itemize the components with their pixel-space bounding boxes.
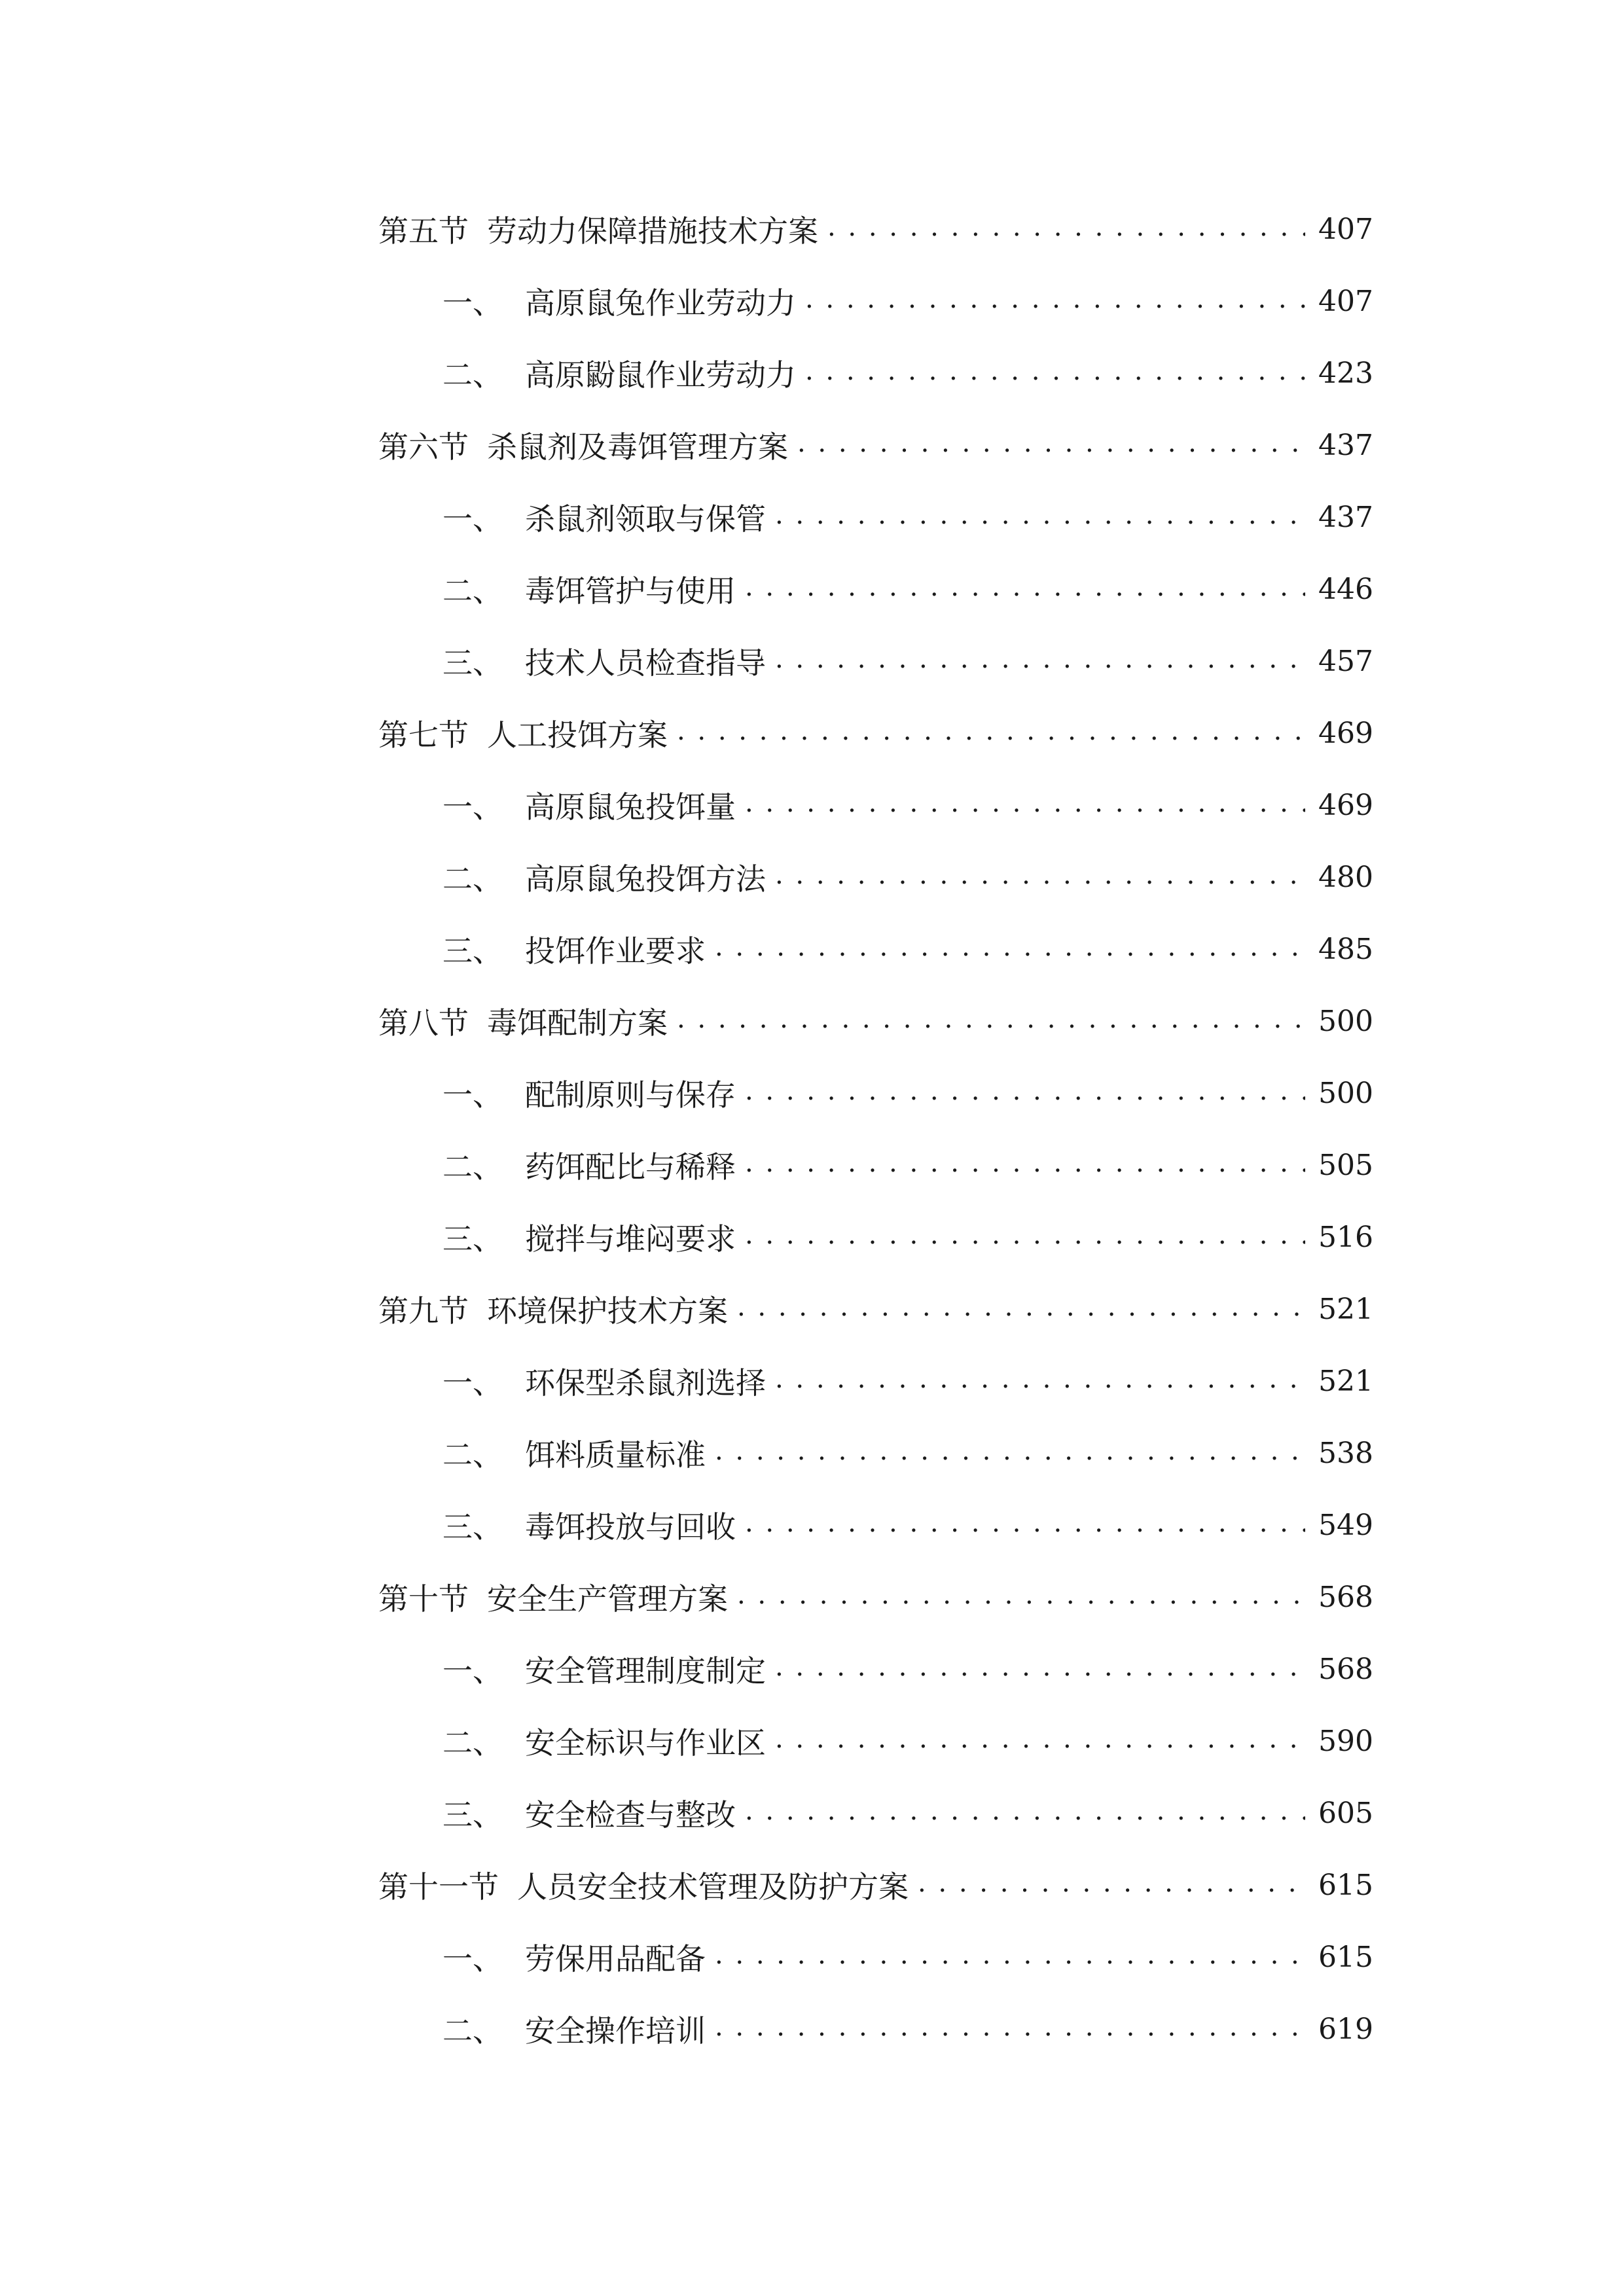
toc-title: 饵料质量标准	[525, 1437, 706, 1473]
toc-marker: 三、	[442, 933, 503, 969]
dot-leader	[745, 1150, 1305, 1180]
toc-entry-subsection[interactable]	[378, 265, 1373, 337]
dot-leader	[737, 1582, 1305, 1612]
dot-leader	[745, 790, 1305, 820]
toc-marker: 第九节	[378, 1293, 469, 1329]
toc-entry-subsection[interactable]	[378, 1201, 1373, 1273]
toc-marker: 二、	[442, 357, 503, 393]
toc-marker: 第十一节	[378, 1869, 499, 1905]
toc-marker: 一、	[442, 789, 503, 825]
toc-page-number: 407	[1318, 284, 1373, 318]
toc-title: 环境保护技术方案	[487, 1293, 728, 1329]
toc-marker: 二、	[442, 573, 503, 609]
toc-entry-section[interactable]	[378, 985, 1373, 1057]
dot-leader	[677, 1006, 1305, 1036]
toc-page-number: 485	[1318, 932, 1373, 966]
toc-page-number: 407	[1318, 212, 1373, 246]
toc-entry-subsection[interactable]	[378, 1921, 1373, 1993]
toc-title: 毒饵管护与使用	[525, 573, 736, 609]
dot-leader	[827, 214, 1305, 244]
toc-entry-subsection[interactable]	[378, 1993, 1373, 2065]
toc-marker: 三、	[442, 645, 503, 681]
toc-page-number: 480	[1318, 860, 1373, 894]
dot-leader	[775, 1726, 1305, 1756]
toc-marker: 二、	[442, 1149, 503, 1185]
dot-leader	[677, 718, 1305, 748]
toc-page-number: 568	[1318, 1580, 1373, 1614]
dot-leader	[745, 1510, 1305, 1540]
toc-entry-subsection[interactable]	[378, 1705, 1373, 1777]
toc-page-number: 505	[1318, 1148, 1373, 1182]
toc-title: 环保型杀鼠剂选择	[525, 1365, 766, 1401]
toc-entry-subsection[interactable]	[378, 769, 1373, 841]
toc-page-number: 469	[1318, 716, 1373, 750]
toc-page-number: 590	[1318, 1724, 1373, 1758]
toc-entry-subsection[interactable]	[378, 1129, 1373, 1201]
toc-entry-subsection[interactable]	[378, 1489, 1373, 1561]
toc-page-number: 457	[1318, 644, 1373, 678]
toc-page-number: 437	[1318, 428, 1373, 462]
toc-entry-subsection[interactable]	[378, 481, 1373, 553]
toc-entry-section[interactable]	[378, 409, 1373, 481]
toc-title: 技术人员检查指导	[525, 645, 766, 681]
toc-title: 安全标识与作业区	[525, 1725, 766, 1761]
toc-entry-section[interactable]	[378, 697, 1373, 769]
toc-title: 药饵配比与稀释	[525, 1149, 736, 1185]
toc-title: 高原鼠兔投饵量	[525, 789, 736, 825]
toc-title: 配制原则与保存	[525, 1077, 736, 1113]
dot-leader	[805, 358, 1305, 388]
toc-page-number: 521	[1318, 1292, 1373, 1326]
dot-leader	[775, 1654, 1305, 1684]
toc-marker: 二、	[442, 2013, 503, 2049]
toc-page-number: 423	[1318, 356, 1373, 390]
toc-marker: 一、	[442, 1077, 503, 1113]
toc-marker: 一、	[442, 1653, 503, 1689]
toc-title: 高原鼠兔作业劳动力	[525, 285, 796, 321]
toc-page-number: 615	[1318, 1940, 1373, 1974]
toc-title: 安全管理制度制定	[525, 1653, 766, 1689]
dot-leader	[745, 574, 1305, 604]
toc-marker: 第八节	[378, 1005, 469, 1041]
toc-title: 安全生产管理方案	[487, 1581, 728, 1617]
toc-title: 人工投饵方案	[487, 717, 668, 753]
dot-leader	[797, 430, 1305, 460]
toc-page-number: 500	[1318, 1004, 1373, 1038]
toc-entry-subsection[interactable]	[378, 841, 1373, 913]
toc-page-number: 549	[1318, 1508, 1373, 1542]
toc-marker: 第十节	[378, 1581, 469, 1617]
dot-leader	[775, 646, 1305, 676]
toc-entry-subsection[interactable]	[378, 1057, 1373, 1129]
toc-marker: 第六节	[378, 429, 469, 465]
toc-marker: 一、	[442, 501, 503, 537]
dot-leader	[745, 1222, 1305, 1252]
toc-title: 杀鼠剂及毒饵管理方案	[487, 429, 788, 465]
table-of-contents	[378, 193, 1373, 2065]
toc-marker: 一、	[442, 1365, 503, 1401]
toc-entry-section[interactable]	[378, 1561, 1373, 1633]
toc-marker: 一、	[442, 1941, 503, 1977]
toc-page-number: 446	[1318, 572, 1373, 606]
toc-marker: 三、	[442, 1797, 503, 1833]
toc-entry-subsection[interactable]	[378, 1417, 1373, 1489]
toc-marker: 第七节	[378, 717, 469, 753]
dot-leader	[745, 1078, 1305, 1108]
toc-entry-section[interactable]	[378, 1273, 1373, 1345]
toc-title: 安全操作培训	[525, 2013, 706, 2049]
toc-page-number: 615	[1318, 1868, 1373, 1902]
dot-leader	[715, 934, 1305, 964]
toc-title: 搅拌与堆闷要求	[525, 1221, 736, 1257]
toc-page-number: 538	[1318, 1436, 1373, 1470]
toc-entry-subsection[interactable]	[378, 553, 1373, 625]
dot-leader	[775, 502, 1305, 532]
toc-marker: 二、	[442, 1725, 503, 1761]
toc-title: 高原鼠兔投饵方法	[525, 861, 766, 897]
toc-marker: 第五节	[378, 213, 469, 249]
dot-leader	[775, 862, 1305, 892]
toc-page-number: 437	[1318, 500, 1373, 534]
toc-title: 高原鼢鼠作业劳动力	[525, 357, 796, 393]
dot-leader	[775, 1366, 1305, 1396]
toc-marker: 二、	[442, 1437, 503, 1473]
toc-title: 劳动力保障措施技术方案	[487, 213, 818, 249]
toc-entry-subsection[interactable]	[378, 1777, 1373, 1849]
dot-leader	[737, 1294, 1305, 1324]
toc-page-number: 469	[1318, 788, 1373, 822]
toc-page-number: 568	[1318, 1652, 1373, 1686]
toc-page-number: 521	[1318, 1364, 1373, 1398]
dot-leader	[715, 1438, 1305, 1468]
dot-leader	[715, 1942, 1305, 1972]
toc-title: 投饵作业要求	[525, 933, 706, 969]
toc-entry-subsection[interactable]	[378, 913, 1373, 985]
toc-title: 人员安全技术管理及防护方案	[517, 1869, 909, 1905]
dot-leader	[805, 286, 1305, 316]
toc-entry-subsection[interactable]	[378, 625, 1373, 697]
toc-title: 安全检查与整改	[525, 1797, 736, 1833]
toc-entry-section[interactable]	[378, 193, 1373, 265]
toc-page-number: 500	[1318, 1076, 1373, 1110]
dot-leader	[918, 1870, 1305, 1900]
toc-entry-subsection[interactable]	[378, 337, 1373, 409]
toc-title: 毒饵投放与回收	[525, 1509, 736, 1545]
toc-marker: 三、	[442, 1221, 503, 1257]
toc-title: 劳保用品配备	[525, 1941, 706, 1977]
toc-marker: 二、	[442, 861, 503, 897]
toc-marker: 三、	[442, 1509, 503, 1545]
dot-leader	[715, 2014, 1305, 2044]
toc-page-number: 619	[1318, 2012, 1373, 2046]
dot-leader	[745, 1798, 1305, 1828]
toc-entry-subsection[interactable]	[378, 1345, 1373, 1417]
toc-title: 毒饵配制方案	[487, 1005, 668, 1041]
toc-title: 杀鼠剂领取与保管	[525, 501, 766, 537]
toc-page-number: 516	[1318, 1220, 1373, 1254]
toc-entry-section[interactable]	[378, 1849, 1373, 1921]
toc-entry-subsection[interactable]	[378, 1633, 1373, 1705]
toc-page-number: 605	[1318, 1796, 1373, 1830]
toc-marker: 一、	[442, 285, 503, 321]
